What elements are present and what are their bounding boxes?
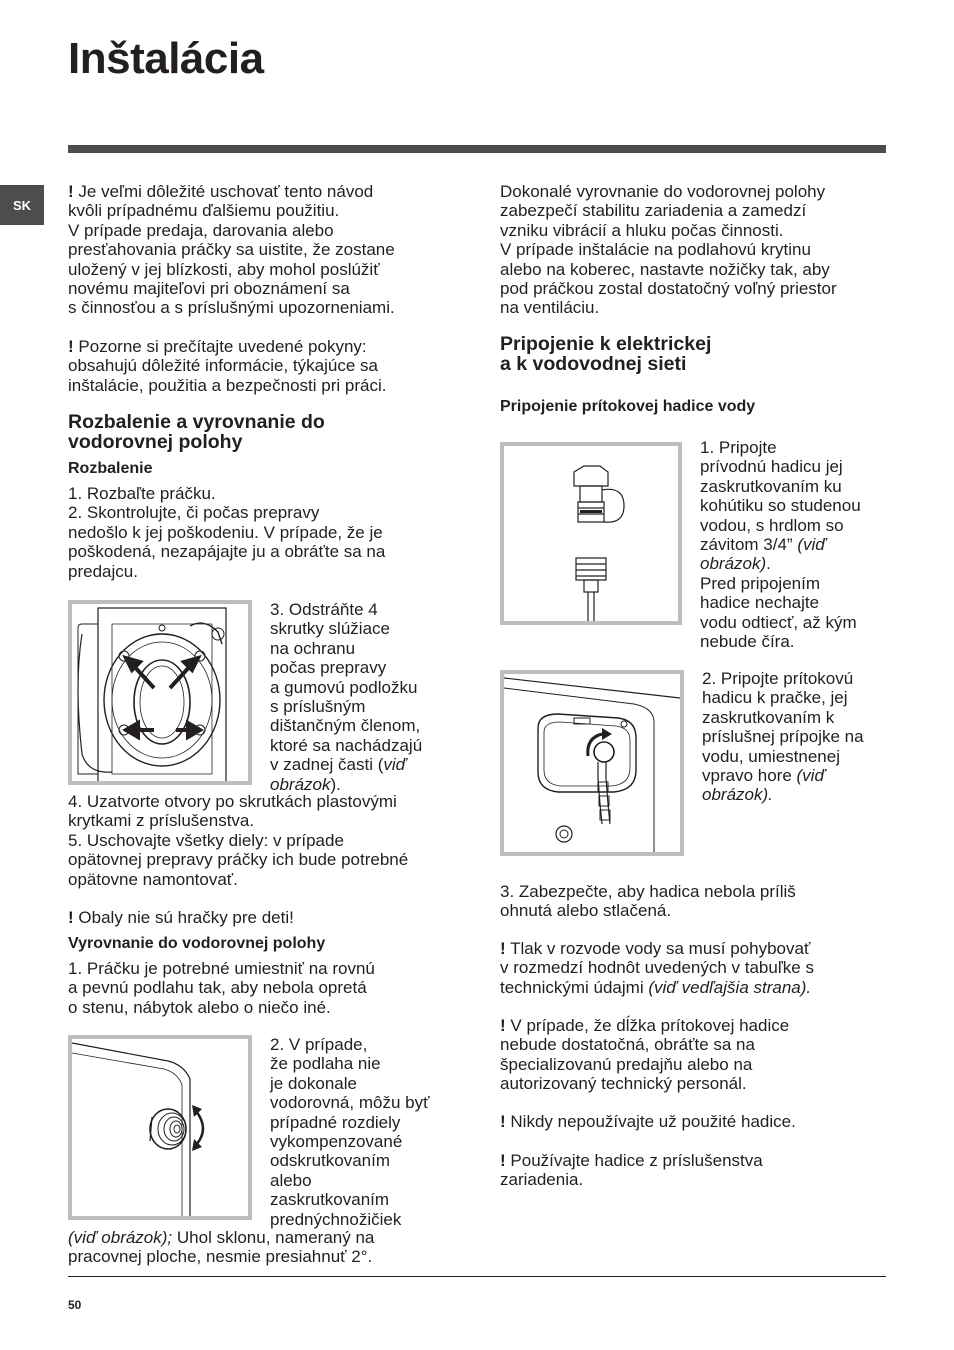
used-hoses-warning: ! Nikdy nepoužívajte už použité hadice. xyxy=(500,1112,796,1131)
section-heading-unpack-level: Rozbalenie a vyrovnanie do vodorovnej polohy xyxy=(68,411,325,453)
length-warning: ! V prípade, že dĺžka prítokovej hadice nebude dostatočná, obráťte sa na špecializovanú predajňu alebo na autorizovaný technický personál. xyxy=(500,1016,790,1094)
level-step-2: 2. V prípade, že podlaha nie je dokonale vodorovná, môžu byť prípadné rozdiely vykompenzované odskrutkovaním alebo zaskrutkovaním prednýchnožičiek xyxy=(270,1035,430,1229)
warning-mark: ! xyxy=(68,182,74,201)
warning-mark: ! xyxy=(68,337,74,356)
tap-hose-figure xyxy=(500,442,682,625)
level-step-1: 1. Práčku je potrebné umiestniť na rovnú a pevnú podlahu tak, aby nebola opretá o stenu, nábytok alebo o niečo iné. xyxy=(68,959,375,1017)
hose-step-2: 2. Pripojte prítokovú hadicu k pračke, jej zaskrutkovaním k príslušnej prípojke na vodu, umiestnenej vpravo hore (viď obrázok). xyxy=(702,669,864,805)
language-tab: SK xyxy=(0,185,44,225)
intro-warning: ! Je veľmi dôležité uschovať tento návod kvôli prípadnému ďalšiemu použitiu. V prípade predaja, darovania alebo presťahovania práčky sa uistite, že zostane uložený v jej blízkosti, aby mohol poslúžiť novému majiteľovi pri oboznámení sa s činnosťou a s príslušnými upozorneniami. xyxy=(68,182,395,318)
hose-to-washer-figure xyxy=(500,670,684,856)
footer-rule xyxy=(68,1276,886,1277)
rear-transport-bolts-figure xyxy=(68,600,252,785)
accessory-hoses-warning: ! Používajte hadice z príslušenstva zariadenia. xyxy=(500,1151,763,1190)
warning-mark: ! xyxy=(500,1112,506,1131)
unpack-steps-4-5: 4. Uzatvorte otvory po skrutkách plastovými krytkami z príslušenstva. 5. Uschovajte všetky diely: v prípade opätovnej prepravy práčky ich bude potrebné opätovne namontovať. xyxy=(68,792,409,889)
unpack-steps-1-2: 1. Rozbaľte práčku. 2. Skontrolujte, či počas prepravy nedošlo k jej poškodeniu. V prípade, že je poškodená, nezapájajte ju a obráťte sa na predajcu. xyxy=(68,484,386,581)
subheading-level: Vyrovnanie do vodorovnej polohy xyxy=(68,935,326,952)
subheading-unpack: Rozbalenie xyxy=(68,460,153,477)
hose-step-3: 3. Zabezpečte, aby hadica nebola príliš ohnutá alebo stlačená. xyxy=(500,882,796,921)
section-heading-connect: Pripojenie k elektrickej a k vodovodnej sieti xyxy=(500,333,712,375)
warning-mark: ! xyxy=(68,908,74,927)
page-title: Inštalácia xyxy=(68,34,264,83)
packaging-warning: ! Obaly nie sú hračky pre deti! xyxy=(68,908,294,927)
page-number: 50 xyxy=(68,1298,82,1312)
pressure-warning: ! Tlak v rozvode vody sa musí pohybovať v rozmedzí hodnôt uvedených v tabuľke s technickými údajmi (viď vedľajšia strana). xyxy=(500,939,814,997)
hose-step-1: 1. Pripojte prívodnú hadicu jej zaskrutkovaním ku kohútiku so studenou vodou, s hrdlom so závitom 3/4” (viď obrázok). Pred pripojením hadice nechajte vodu odtiecť, až kým nebude číra. xyxy=(700,438,861,652)
warning-mark: ! xyxy=(500,939,506,958)
title-rule xyxy=(68,145,886,153)
leveling-foot-figure xyxy=(68,1035,252,1220)
unpack-step-3: 3. Odstráňte 4 skrutky slúžiace na ochranu počas prepravy a gumovú podložku s príslušným dištančným členom, ktoré sa nachádzajú v zadnej časti (viď obrázok). xyxy=(270,600,423,794)
subheading-inlet-hose: Pripojenie prítokovej hadice vody xyxy=(500,398,756,415)
read-warning: ! Pozorne si prečítajte uvedené pokyny: obsahujú dôležité informácie, týkajúce sa inštalácie, použitia a bezpečnosti pri práci. xyxy=(68,337,387,395)
level-step-2-end: (viď obrázok); Uhol sklonu, nameraný na pracovnej ploche, nesmie presiahnuť 2°. xyxy=(68,1228,375,1267)
level-paragraph: Dokonalé vyrovnanie do vodorovnej polohy zabezpečí stabilitu zariadenia a zamedzí vzniku vibrácií a hluku počas činnosti. V prípade inštalácie na podlahovú krytinu alebo na koberec, nastavte nožičky tak, aby pod práčkou zostal dostatočný voľný priestor na ventiláciu. xyxy=(500,182,837,318)
warning-mark: ! xyxy=(500,1151,506,1170)
warning-mark: ! xyxy=(500,1016,506,1035)
